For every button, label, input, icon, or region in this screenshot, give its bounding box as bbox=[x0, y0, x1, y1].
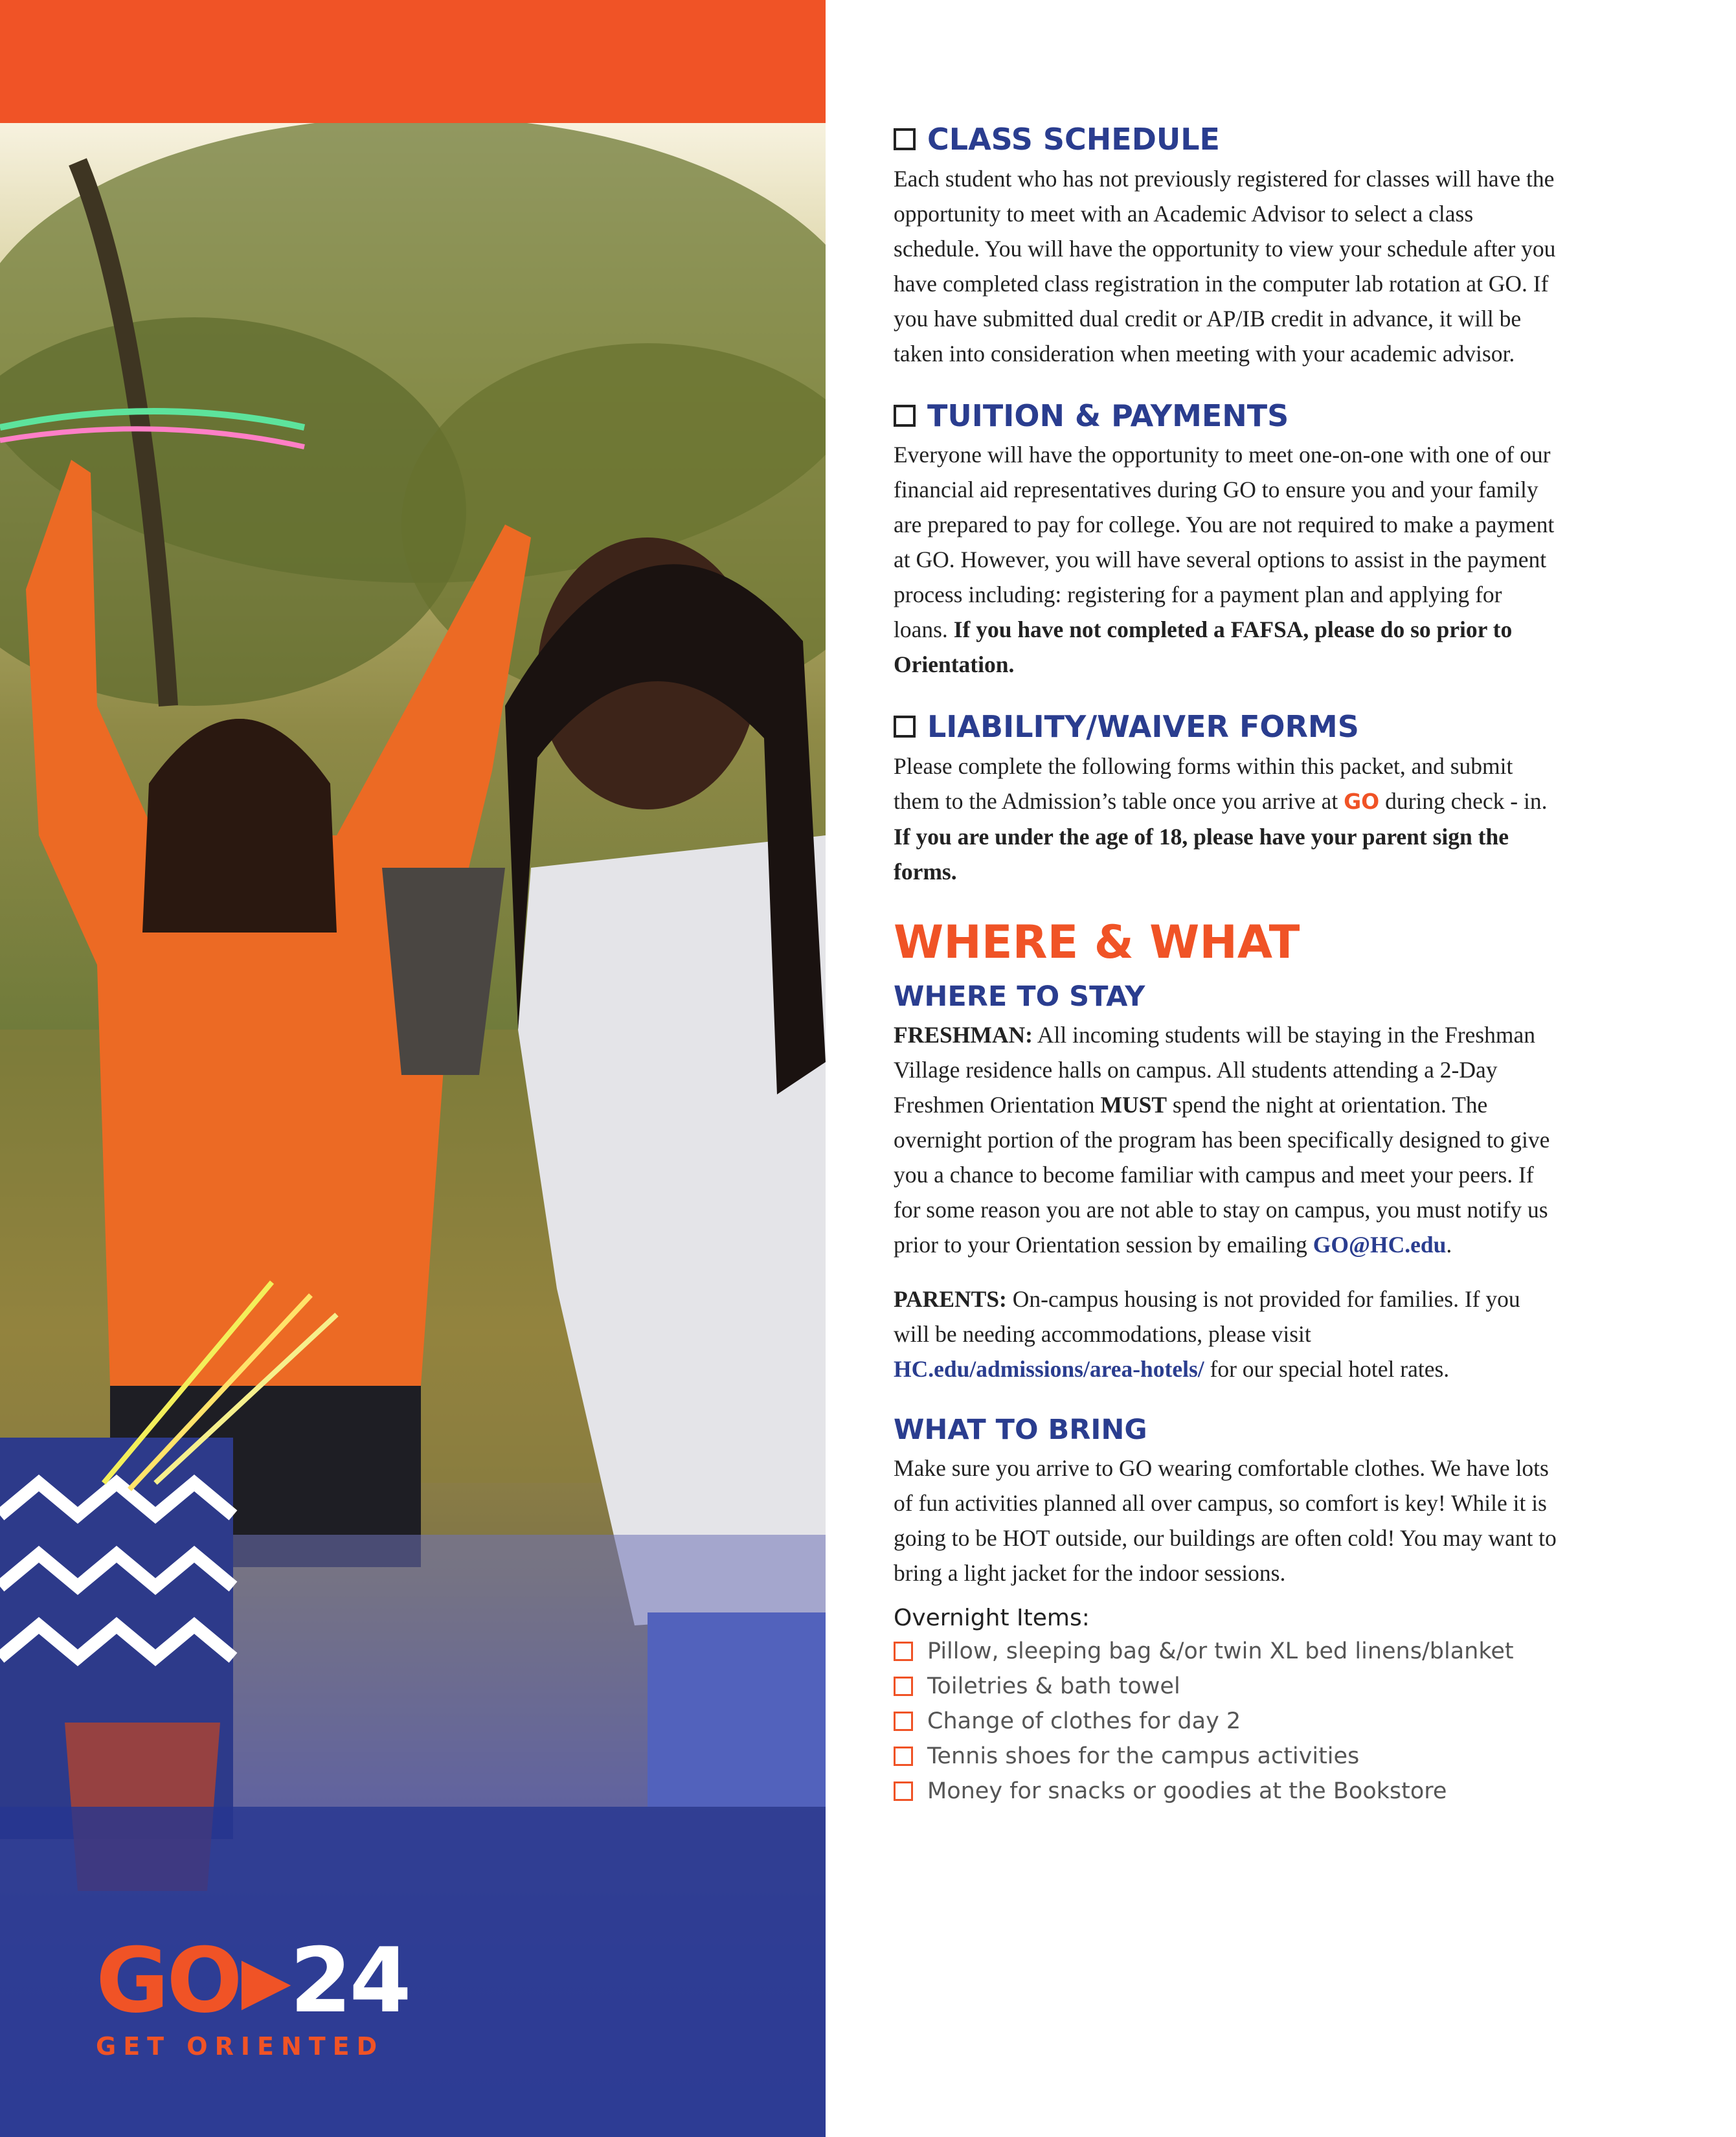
liability-body-text-1: Please complete the following forms within this packet, and submit them to the Admission’s table once you arrive at bbox=[894, 752, 1513, 814]
liability-body bbox=[894, 749, 1561, 889]
checkbox-icon[interactable] bbox=[894, 1677, 913, 1696]
photo-illustration bbox=[0, 123, 826, 2137]
logo-mark bbox=[96, 1928, 409, 2033]
list-item bbox=[894, 1739, 1561, 1774]
list-item bbox=[894, 1704, 1561, 1739]
tuition-body bbox=[894, 437, 1561, 682]
tuition-body-text: Everyone will have the opportunity to meet one-on-one with one of our financial aid representatives during GO to ensure you and your family are prepared to pay for college. You are not required to make a payment at GO. However, you will have several options to assist in the payment process including: registering for a payment plan and applying for loans. bbox=[894, 442, 1555, 643]
checkbox-icon[interactable] bbox=[894, 1642, 913, 1661]
checkbox-icon[interactable] bbox=[894, 1747, 913, 1766]
freshman-text-1: All incoming students will be staying in the Freshman Village residence halls on campus. All students attending a 2-Day Freshmen Orientation bbox=[894, 1022, 1535, 1118]
what-to-bring-body: Make sure you arrive to GO wearing comfortable clothes. We have lots of fun activities planned all over campus, so comfort is key! While it is going to be HOT outside, our buildings are often cold! You may want to bring a light jacket for the indoor sessions. bbox=[894, 1455, 1557, 1587]
hotels-link[interactable]: HC.edu/admissions/area-hotels/ bbox=[894, 1356, 1204, 1383]
list-item bbox=[894, 1634, 1561, 1669]
list-item bbox=[894, 1774, 1561, 1809]
what-to-bring-section bbox=[894, 1415, 1561, 1809]
where-to-stay-title: WHERE TO STAY bbox=[894, 980, 1145, 1013]
class-schedule-title: CLASS SCHEDULE bbox=[927, 122, 1220, 157]
content-column bbox=[894, 123, 1561, 1837]
checkbox-icon[interactable] bbox=[894, 1781, 913, 1801]
checkbox-icon[interactable] bbox=[894, 1712, 913, 1731]
list-item-label: Toiletries & bath towel bbox=[927, 1673, 1180, 1700]
tuition-heading bbox=[894, 400, 1561, 433]
where-what-title: WHERE & WHAT bbox=[894, 915, 1300, 969]
tuition-section bbox=[894, 400, 1561, 683]
overnight-items-list bbox=[894, 1634, 1561, 1809]
parent-sign-notice: If you are under the age of 18, please have your parent sign the forms. bbox=[894, 823, 1509, 885]
checkbox-icon[interactable] bbox=[894, 405, 916, 427]
list-item-label: Money for snacks or goodies at the Bookstore bbox=[927, 1778, 1447, 1805]
play-icon: ▶ bbox=[241, 1942, 289, 2018]
list-item-label: Tennis shoes for the campus activities bbox=[927, 1743, 1360, 1770]
where-to-stay-section bbox=[894, 982, 1561, 1386]
freshman-paragraph bbox=[894, 1017, 1561, 1262]
go-inline-word: GO bbox=[1344, 788, 1380, 814]
list-item-label: Change of clothes for day 2 bbox=[927, 1708, 1241, 1735]
must-text: MUST bbox=[1100, 1092, 1167, 1118]
students-photo bbox=[0, 123, 826, 2137]
class-schedule-section bbox=[894, 123, 1561, 371]
fafsa-notice: If you have not completed a FAFSA, please do so prior to Orientation. bbox=[894, 616, 1513, 678]
class-schedule-body: Each student who has not previously registered for classes will have the opportunity to meet with an Academic Advisor to select a class schedule. You will have the opportunity to view your schedule after you have completed class registration in the computer lab rotation at GO. If you have submitted dual credit or AP/IB credit in advance, it will be taken into consideration when meeting with your academic advisor. bbox=[894, 165, 1556, 367]
logo-tagline: GET ORIENTED bbox=[96, 2032, 385, 2061]
email-link[interactable]: GO@HC.edu bbox=[1313, 1232, 1447, 1258]
freshman-label: FRESHMAN: bbox=[894, 1022, 1033, 1048]
parents-paragraph bbox=[894, 1282, 1561, 1386]
list-item bbox=[894, 1669, 1561, 1704]
list-item-label: Pillow, sleeping bag &/or twin XL bed linens/blanket bbox=[927, 1638, 1514, 1665]
liability-title: LIABILITY/WAIVER FORMS bbox=[927, 709, 1359, 745]
parents-label: PARENTS: bbox=[894, 1286, 1007, 1313]
logo-go-text: GO bbox=[96, 1928, 240, 2033]
checkbox-icon[interactable] bbox=[894, 716, 916, 738]
checkbox-icon[interactable] bbox=[894, 128, 916, 150]
parents-text-1: On-campus housing is not provided for families. If you will be needing accommodations, please visit bbox=[894, 1286, 1520, 1348]
overnight-items-title: Overnight Items: bbox=[894, 1605, 1090, 1632]
tuition-title: TUITION & PAYMENTS bbox=[927, 398, 1289, 433]
freshman-end: . bbox=[1446, 1232, 1452, 1258]
photo-panel bbox=[0, 0, 826, 2137]
logo-year-text: 24 bbox=[289, 1928, 409, 2033]
liability-section bbox=[894, 710, 1561, 889]
freshman-text-2: spend the night at orientation. The overnight portion of the program has been specifically designed to give you a chance to become familiar with campus and meet your peers. If for some reason you are not able to stay on campus, you must notify us prior to your Orientation session by emailing bbox=[894, 1092, 1550, 1258]
orange-header-band bbox=[0, 0, 826, 123]
class-schedule-heading bbox=[894, 123, 1561, 156]
go24-logo bbox=[96, 1928, 409, 2061]
parents-text-2: for our special hotel rates. bbox=[1204, 1356, 1450, 1383]
liability-heading bbox=[894, 710, 1561, 743]
liability-body-text-2: during check - in. bbox=[1379, 787, 1548, 814]
what-to-bring-title: WHAT TO BRING bbox=[894, 1414, 1147, 1447]
